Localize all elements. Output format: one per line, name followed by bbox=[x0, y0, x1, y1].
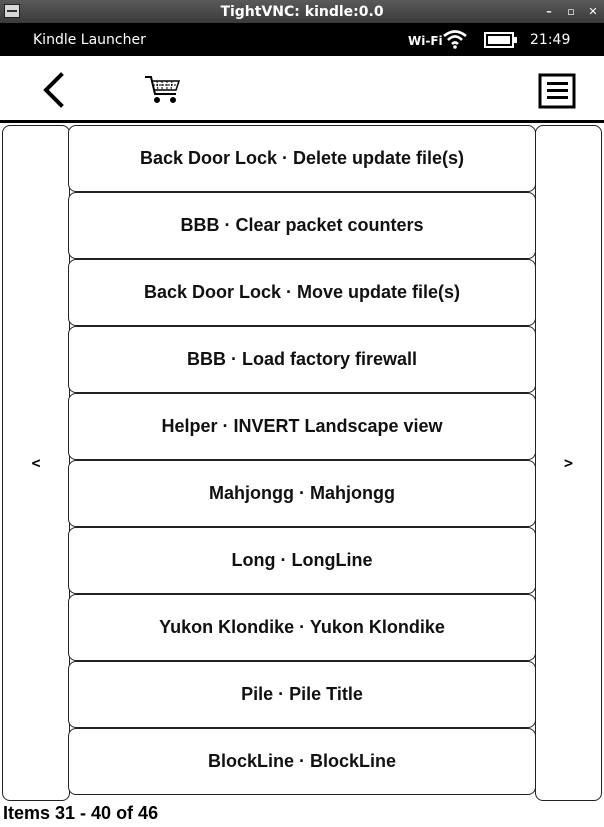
list-item[interactable] bbox=[68, 125, 536, 192]
list-item[interactable] bbox=[68, 259, 536, 326]
list-item-label: Helper · INVERT Landscape view bbox=[161, 416, 443, 436]
list-item-label: Long · LongLine bbox=[231, 550, 373, 570]
menu-icon bbox=[540, 75, 574, 107]
app-name: Kindle Launcher bbox=[33, 32, 146, 48]
minimize-icon[interactable]: – bbox=[546, 5, 552, 18]
next-page-button[interactable] bbox=[535, 125, 602, 801]
cart-icon bbox=[145, 77, 179, 103]
list-item-label: Pile · Pile Title bbox=[241, 684, 363, 704]
list-item[interactable] bbox=[68, 393, 536, 460]
store-button[interactable] bbox=[143, 72, 183, 106]
maximize-icon[interactable]: ▫ bbox=[567, 5, 575, 18]
battery-icon bbox=[484, 32, 518, 48]
list-item[interactable] bbox=[68, 594, 536, 661]
next-page-label: > bbox=[563, 454, 574, 472]
list-item-label: Yukon Klondike · Yukon Klondike bbox=[159, 617, 445, 637]
window-title: TightVNC: kindle:0.0 bbox=[220, 3, 384, 20]
page-range-text: Items 31 - 40 of 46 bbox=[3, 803, 159, 823]
list-item[interactable] bbox=[68, 527, 536, 594]
list-item-label: Mahjongg · Mahjongg bbox=[209, 483, 395, 503]
launcher-item-list bbox=[68, 125, 536, 795]
previous-page-button[interactable] bbox=[2, 125, 70, 801]
list-item-label: Back Door Lock · Delete update file(s) bbox=[139, 148, 465, 168]
wifi-icon bbox=[442, 29, 468, 49]
list-item-label: Back Door Lock · Move update file(s) bbox=[143, 282, 461, 302]
window-controls bbox=[544, 0, 598, 23]
clock: 21:49 bbox=[530, 32, 571, 48]
list-item[interactable] bbox=[68, 728, 536, 795]
list-item-label: BBB · Clear packet counters bbox=[180, 215, 424, 235]
window-menu-icon[interactable] bbox=[4, 4, 20, 18]
window-title-bar bbox=[0, 0, 604, 23]
wifi-label: Wi-Fi bbox=[408, 34, 443, 48]
list-item-label: BBB · Load factory firewall bbox=[186, 349, 418, 369]
status-bar bbox=[0, 23, 604, 56]
close-icon[interactable]: ✕ bbox=[588, 5, 598, 18]
list-item[interactable] bbox=[68, 460, 536, 527]
previous-page-label: < bbox=[31, 454, 41, 472]
list-item[interactable] bbox=[68, 192, 536, 259]
toolbar bbox=[0, 56, 604, 123]
menu-button[interactable] bbox=[536, 70, 578, 110]
back-button[interactable] bbox=[34, 70, 74, 110]
list-item-label: BlockLine · BlockLine bbox=[207, 751, 397, 771]
chevron-left-icon bbox=[46, 75, 61, 105]
list-item[interactable] bbox=[68, 326, 536, 393]
list-item[interactable] bbox=[68, 661, 536, 728]
